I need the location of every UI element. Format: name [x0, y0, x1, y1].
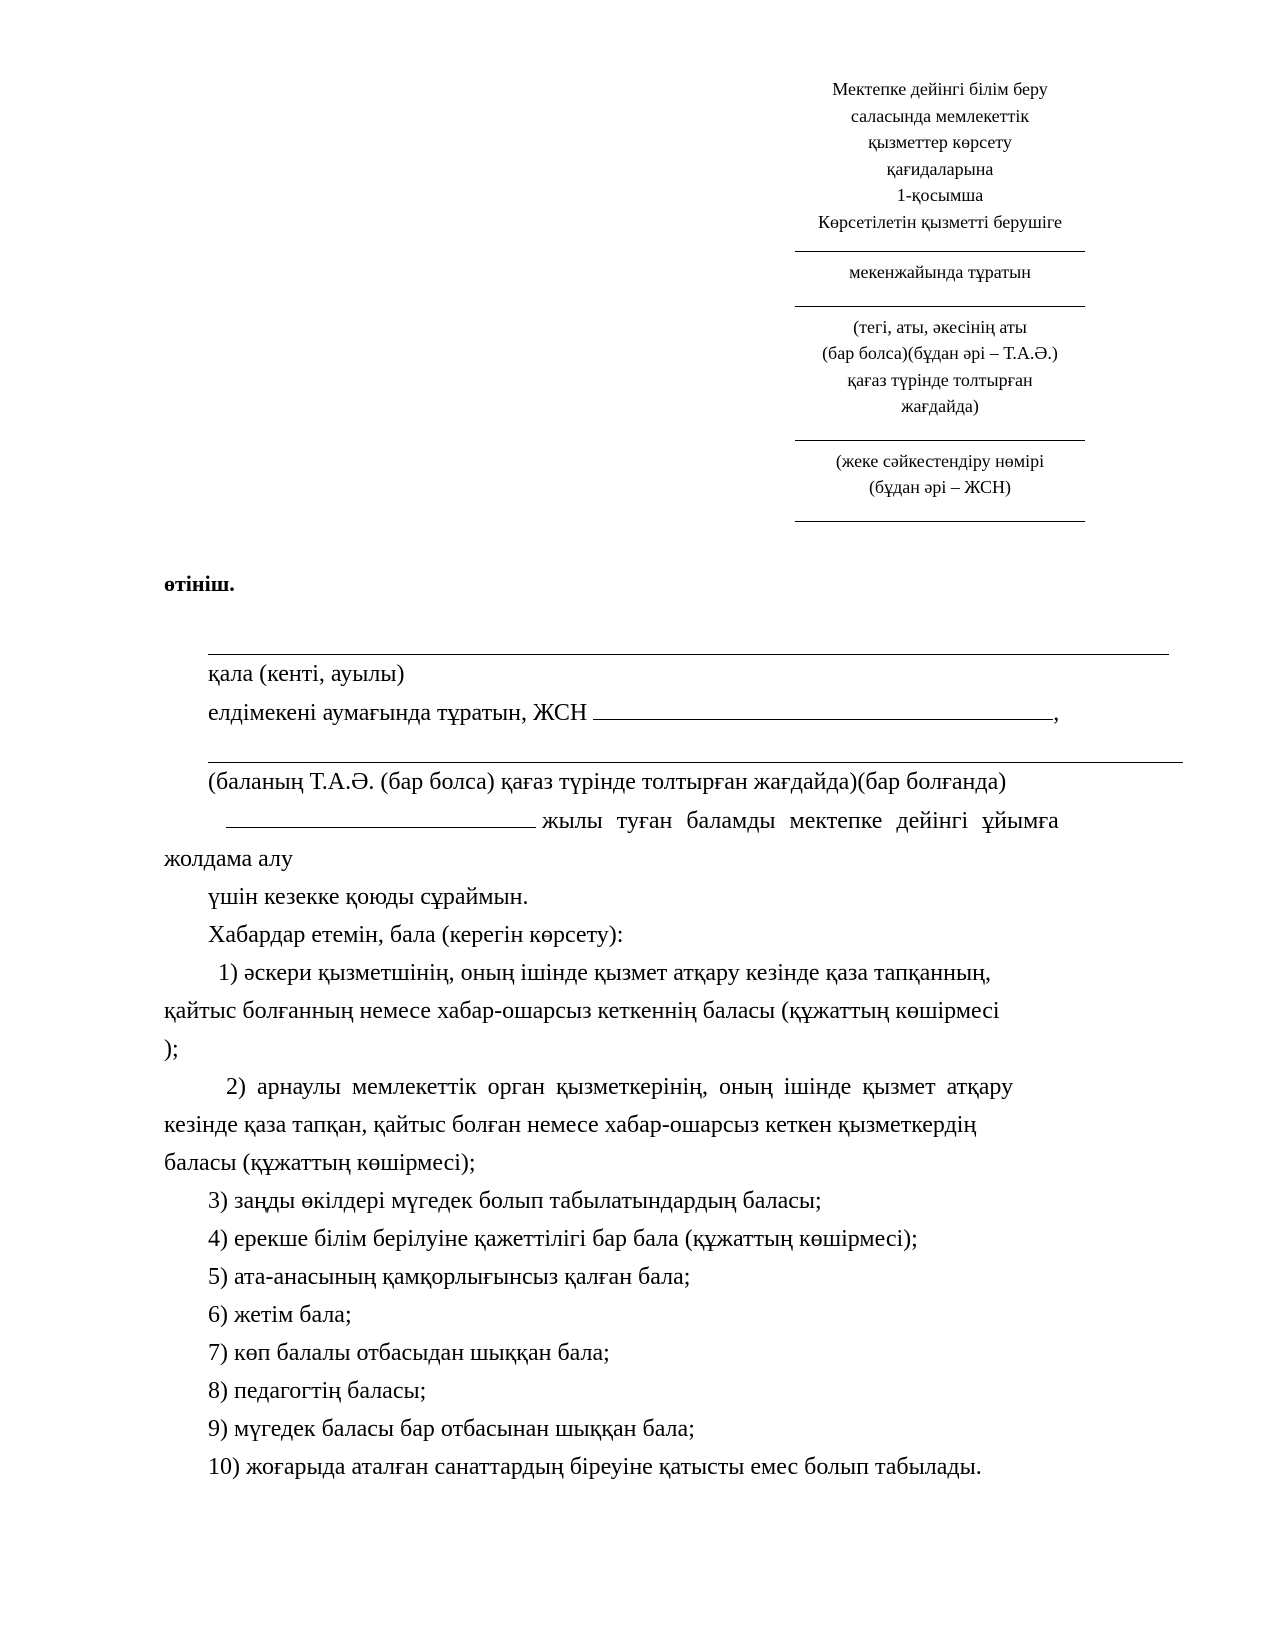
- header-line: қағидаларына: [886, 158, 994, 179]
- residence-comma: ,: [1053, 700, 1060, 726]
- list-item: баласы (құжаттың көшірмесі);: [164, 1150, 476, 1176]
- city-caption: қала (кенті, ауылы): [208, 661, 405, 687]
- request-line: үшін кезекке қоюды сұраймын.: [208, 884, 529, 910]
- list-item: 5) ата-анасының қамқорлығынсыз қалған бала;: [208, 1264, 691, 1290]
- fio-caption: (бар болса)(бұдан әрі – Т.А.Ә.): [822, 343, 1058, 363]
- address-caption: мекенжайында тұратын: [849, 262, 1031, 282]
- referral-line: жолдама алу: [164, 846, 294, 872]
- list-item: );: [164, 1036, 179, 1062]
- iin-caption: (жеке сәйкестендіру нөмірі: [835, 450, 1045, 471]
- list-item: кезінде қаза тапқан, қайтыс болған немесе хабар-ошарсыз кеткен қызметкердің: [164, 1112, 977, 1138]
- list-item: 4) ерекше білім берілуіне қажеттілігі бар бала (құжаттың көшірмесі);: [208, 1226, 918, 1252]
- header-line: қызметтер көрсету: [868, 132, 1012, 152]
- addressee-block: [795, 76, 1085, 529]
- iin-caption: (бұдан әрі – ЖСН): [868, 477, 1012, 497]
- header-line: саласында мемлекеттік: [850, 105, 1030, 126]
- provider-name-blank[interactable]: [795, 235, 1085, 252]
- application-body: [164, 624, 1169, 1486]
- iin-blank[interactable]: [795, 501, 1085, 522]
- header-line: 1-қосымша: [896, 185, 984, 205]
- header-line: Мектепке дейінгі білім беру: [832, 79, 1048, 99]
- list-item: 8) педагогтің баласы;: [208, 1378, 427, 1404]
- fio-caption: жағдайда): [901, 396, 979, 416]
- inform-line: Хабардар етемін, бала (керегін көрсету):: [208, 922, 624, 948]
- application-title: өтініш.: [164, 571, 235, 596]
- birth-year-line: [164, 801, 1169, 840]
- fio-blank[interactable]: [795, 420, 1085, 441]
- city-blank[interactable]: [208, 624, 1169, 655]
- birth-year-text: жылы туған баламды мектепке дейінгі ұйымға: [542, 808, 1059, 834]
- list-item: 1) әскери қызметшінің, оның ішінде қызмет атқару кезінде қаза тапқанның,: [218, 960, 991, 986]
- list-item: 7) көп балалы отбасыдан шыққан бала;: [208, 1340, 610, 1366]
- child-caption: (баланың Т.А.Ә. (бар болса) қағаз түрінде толтырған жағдайда)(бар болғанда): [208, 769, 1007, 795]
- residence-text: елдімекені аумағында тұратын, ЖСН: [208, 700, 588, 726]
- header-line: Көрсетілетін қызметті берушіге: [817, 211, 1063, 232]
- list-item: 9) мүгедек баласы бар отбасынан шыққан бала;: [208, 1416, 695, 1442]
- residence-line: [164, 693, 1169, 732]
- list-item: 3) заңды өкілдері мүгедек болып табылатындардың баласы;: [208, 1188, 822, 1214]
- list-item: қайтыс болғанның немесе хабар-ошарсыз кеткеннің баласы (құжаттың көшірмесі: [164, 998, 1000, 1024]
- list-item: 6) жетім бала;: [208, 1302, 352, 1328]
- fio-caption: қағаз түрінде толтырған: [847, 369, 1033, 390]
- fio-caption: (тегі, аты, әкесінің аты: [853, 316, 1027, 337]
- address-blank[interactable]: [795, 286, 1085, 307]
- list-item: 10) жоғарыда аталған санаттардың біреуіне қатысты емес болып табылады.: [208, 1454, 982, 1480]
- list-item: 2) арнаулы мемлекеттік орган қызметкерінің, оның ішінде қызмет атқару: [226, 1074, 1014, 1100]
- birth-year-blank[interactable]: [226, 801, 536, 828]
- iin-blank-inline[interactable]: [593, 693, 1053, 720]
- child-name-blank[interactable]: [208, 732, 1183, 763]
